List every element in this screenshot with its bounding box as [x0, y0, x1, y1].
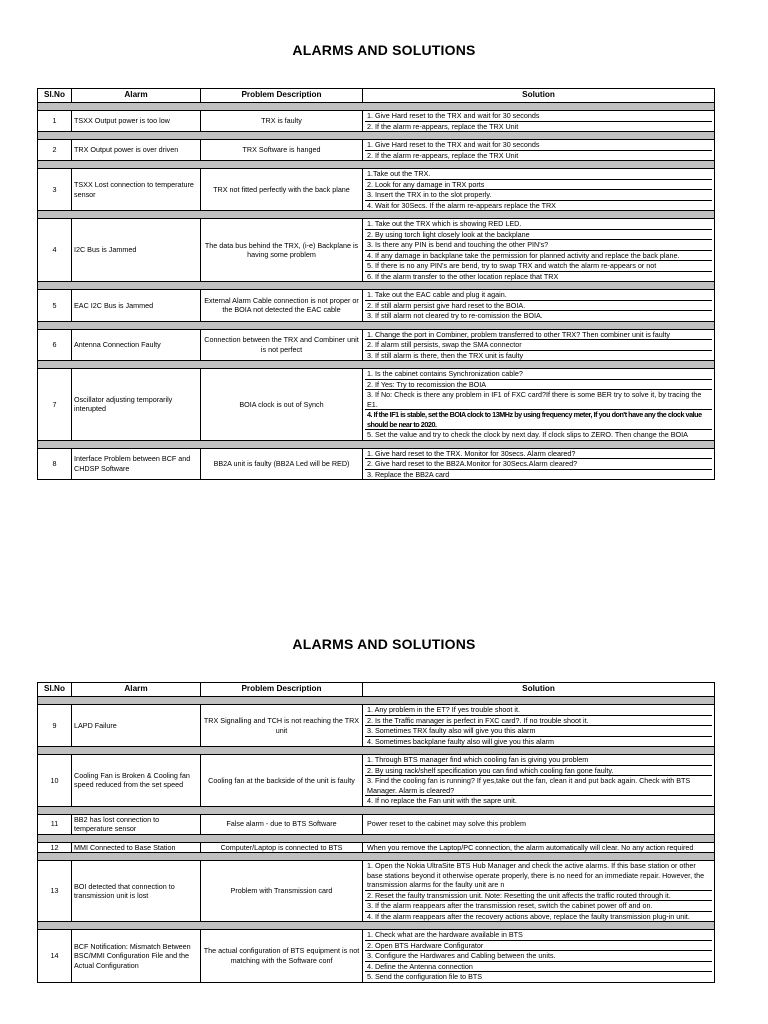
solution-step: 1. Open the Nokia UltraSite BTS Hub Manager and check the active alarms. If this base station or other base stations beyond it otherwise operate properly, there is no need for an immediate repair. However, the transmission alarms for the faulty unit are n — [365, 861, 712, 891]
alarm-cell: BOI detected that connection to transmission unit is lost — [72, 861, 201, 922]
solution-step: Power reset to the cabinet may solve this problem — [367, 819, 526, 829]
solution-step: 3. Find the cooling fan is running? If yes,take out the fan, clean it and put back again. Check with BTS Manager. Alarm is cleared? — [365, 776, 712, 796]
header-problem-description: Problem Description — [201, 683, 363, 697]
separator-cell — [38, 440, 715, 448]
problem-description-cell: Cooling fan at the backside of the unit is faulty — [201, 755, 363, 807]
sl-no-cell: 9 — [38, 705, 72, 747]
table-row — [38, 861, 715, 922]
solution-step: 3. If the alarm reappears after the transmission reset, switch the cabinet power off and on. — [365, 901, 712, 912]
sl-no-cell: 4 — [38, 219, 72, 282]
separator-cell — [38, 361, 715, 369]
header-alarm: Alarm — [72, 683, 201, 697]
table-row — [38, 448, 715, 480]
table-row — [38, 329, 715, 361]
solution-step: 2. If the alarm re-appears, replace the TRX Unit — [367, 150, 519, 160]
solution-cell — [363, 705, 715, 747]
table-row — [38, 140, 715, 161]
sl-no-cell: 6 — [38, 329, 72, 361]
solution-step: 6. If the alarm transfer to the other location replace that TRX — [367, 271, 559, 281]
solution-step: 4. If no replace the Fan unit with the sapre unit. — [367, 796, 517, 805]
problem-description-cell: TRX Software is hanged — [201, 140, 363, 161]
table-row — [38, 814, 715, 834]
solution-step: 3. Configure the Hardwares and Cabling between the units. — [365, 951, 712, 962]
sl-no-cell: 3 — [38, 169, 72, 211]
solution-cell — [363, 111, 715, 132]
header-solution: Solution — [363, 89, 715, 103]
row-separator — [38, 922, 715, 930]
row-separator — [38, 747, 715, 755]
solution-cell — [363, 814, 715, 834]
row-separator — [38, 853, 715, 861]
alarm-cell: Interface Problem between BCF and CHDSP Software — [72, 448, 201, 480]
separator-cell — [38, 806, 715, 814]
solution-step: 5. If there is no any PIN's are bend, try to swap TRX and watch the alarm re-appears or not — [365, 261, 712, 272]
sl-no-cell: 14 — [38, 930, 72, 983]
alarm-cell: TRX Output power is over driven — [72, 140, 201, 161]
solution-step: 1.Take out the TRX. — [365, 169, 712, 180]
solution-step: When you remove the Laptop/PC connection, the alarm automatically will clear. No any action required — [367, 842, 694, 852]
solution-step: 2. Look for any damage in TRX ports — [365, 180, 712, 191]
problem-description-cell: TRX Signalling and TCH is not reaching the TRX unit — [201, 705, 363, 747]
solution-step: 1. Take out the EAC cable and plug it again. — [365, 290, 712, 301]
table-body — [38, 103, 715, 480]
sl-no-cell: 1 — [38, 111, 72, 132]
row-separator — [38, 282, 715, 290]
sl-no-cell: 13 — [38, 861, 72, 922]
problem-description-cell: Problem with Transmission card — [201, 861, 363, 922]
solution-cell — [363, 861, 715, 922]
alarm-cell: TSXX Output power is too low — [72, 111, 201, 132]
solution-step: 2. If alarm still persists, swap the SMA connector — [365, 340, 712, 351]
separator-cell — [38, 132, 715, 140]
sl-no-cell: 5 — [38, 290, 72, 322]
alarm-cell: Cooling Fan is Broken & Cooling fan speed reduced from the set speed — [72, 755, 201, 807]
separator-cell — [38, 282, 715, 290]
problem-description-cell: BB2A unit is faulty (BB2A Led will be RED) — [201, 448, 363, 480]
separator-cell — [38, 697, 715, 705]
solution-step: 2. By using rack/shelf specification you can find which cooling fan gone faulty. — [365, 766, 712, 777]
solution-step: 1. Give hard reset to the TRX. Monitor for 30secs. Alarm cleared? — [365, 449, 712, 460]
sl-no-cell: 8 — [38, 448, 72, 480]
alarm-cell: LAPD Failure — [72, 705, 201, 747]
solution-step: 1. Any problem in the ET? If yes trouble shoot it. — [365, 705, 712, 716]
sl-no-cell: 11 — [38, 814, 72, 834]
solution-step: 3. Sometimes TRX faulty also will give you this alarm — [365, 726, 712, 737]
separator-cell — [38, 211, 715, 219]
sl-no-cell: 7 — [38, 369, 72, 441]
alarm-cell: I2C Bus is Jammed — [72, 219, 201, 282]
sl-no-cell: 12 — [38, 842, 72, 853]
solution-cell — [363, 140, 715, 161]
alarm-cell: BCF Notification: Mismatch Between BSC/MMI Configuration File and the Actual Configuration — [72, 930, 201, 983]
problem-description-cell: BOIA clock is out of Synch — [201, 369, 363, 441]
row-separator — [38, 806, 715, 814]
solution-step: 4. If any damage in backplane take the permission for planned activity and replace the back plane. — [365, 251, 712, 262]
solution-step: 1. Give Hard reset to the TRX and wait for 30 seconds — [365, 140, 712, 151]
solution-step: 3. If still alarm is there, then the TRX unit is faulty — [367, 350, 524, 360]
separator-cell — [38, 922, 715, 930]
solution-step: 4. Sometimes backplane faulty also will give you this alarm — [367, 736, 554, 746]
separator-cell — [38, 834, 715, 842]
solution-step: 3. If still alarm not cleared try to re-comission the BOIA. — [367, 311, 543, 320]
solution-step: 1. Give Hard reset to the TRX and wait for 30 seconds — [365, 111, 712, 122]
sl-no-cell: 2 — [38, 140, 72, 161]
separator-cell — [38, 161, 715, 169]
alarm-cell: Oscillator adjusting temporarily interupted — [72, 369, 201, 441]
alarm-cell: BB2 has lost connection to temperature sensor — [72, 814, 201, 834]
page-title: ALARMS AND SOLUTIONS — [292, 636, 476, 652]
header-solution: Solution — [363, 683, 715, 697]
solution-step: 2. If still alarm persist give hard reset to the BOIA. — [365, 301, 712, 312]
problem-description-cell: TRX is faulty — [201, 111, 363, 132]
solution-step: 2. If Yes: Try to recomission the BOIA — [365, 380, 712, 391]
solution-step: 4. If the alarm reappears after the recovery actions above, replace the faulty transmission plug-in unit. — [367, 911, 690, 921]
solution-step: 5. Send the configuration file to BTS — [367, 972, 483, 981]
table-body — [38, 697, 715, 983]
solution-cell — [363, 369, 715, 441]
header-sl-no: Sl.No — [38, 89, 72, 103]
header-sl-no: Sl.No — [38, 683, 72, 697]
problem-description-cell: The actual configuration of BTS equipment is not matching with the Software conf — [201, 930, 363, 983]
row-separator — [38, 440, 715, 448]
solution-step: 3. Insert the TRX in to the slot properly. — [365, 190, 712, 201]
row-separator — [38, 161, 715, 169]
table-row — [38, 219, 715, 282]
alarm-cell: TSXX Lost connection to temperature sensor — [72, 169, 201, 211]
solution-cell — [363, 169, 715, 211]
solution-step: 4. Define the Antenna connection — [365, 962, 712, 973]
problem-description-cell: The data bus behind the TRX, (i-e) Backplane is having some problem — [201, 219, 363, 282]
solution-step: 2. Reset the faulty transmission unit. Note: Resetting the unit affects the traffic routed through it. — [365, 891, 712, 902]
table-row — [38, 290, 715, 322]
table-row — [38, 705, 715, 747]
solution-step: 2. If the alarm re-appears, replace the TRX Unit — [367, 121, 519, 131]
solution-step: 3. If No: Check is there any problem in IF1 of FXC card?If there is some BER try to solve it, by tracing the E1. — [365, 390, 712, 410]
solution-cell — [363, 842, 715, 853]
problem-description-cell: Computer/Laptop is connected to BTS — [201, 842, 363, 853]
solution-step: 2. Is the Traffic manager is perfect in FXC card?. If no trouble shoot it. — [365, 716, 712, 727]
alarm-cell: EAC I2C Bus is Jammed — [72, 290, 201, 322]
table-row — [38, 755, 715, 807]
problem-description-cell: Connection between the TRX and Combiner unit is not perfect — [201, 329, 363, 361]
header-alarm: Alarm — [72, 89, 201, 103]
solution-step: 2. By using torch light closely look at the backplane — [365, 230, 712, 241]
row-separator — [38, 361, 715, 369]
solution-step: 5. Set the value and try to check the clock by next day. If clock slips to ZERO. Then change the BOIA — [367, 430, 688, 439]
alarms-table-1 — [37, 88, 715, 480]
solution-step: 2. Give hard reset to the BB2A.Monitor for 30Secs.Alarm cleared? — [365, 459, 712, 470]
separator-cell — [38, 321, 715, 329]
sl-no-cell: 10 — [38, 755, 72, 807]
table-row — [38, 111, 715, 132]
row-separator — [38, 697, 715, 705]
solution-step: 3. Replace the BB2A card — [367, 469, 450, 479]
separator-cell — [38, 853, 715, 861]
solution-cell — [363, 930, 715, 983]
table-row — [38, 369, 715, 441]
header-problem-description: Problem Description — [201, 89, 363, 103]
solution-cell — [363, 329, 715, 361]
page-title: ALARMS AND SOLUTIONS — [292, 42, 476, 58]
table-row — [38, 169, 715, 211]
solution-step: 1. Through BTS manager find which cooling fan is giving you problem — [365, 755, 712, 766]
row-separator — [38, 103, 715, 111]
solution-step: 3. Is there any PIN is bend and touching the other PIN's? — [365, 240, 712, 251]
solution-cell — [363, 290, 715, 322]
separator-cell — [38, 103, 715, 111]
solution-step: 4. If the IF1 is stable, set the BOIA clock to 13MHz by using frequency meter, If you don't have any the clock value should be near to 2020. — [365, 410, 712, 430]
row-separator — [38, 132, 715, 140]
table-row — [38, 842, 715, 853]
problem-description-cell: TRX not fitted perfectly with the back plane — [201, 169, 363, 211]
solution-step: 1. Check what are the hardware available in BTS — [365, 930, 712, 941]
alarm-cell: Antenna Connection Faulty — [72, 329, 201, 361]
problem-description-cell: External Alarm Cable connection is not proper or the BOIA not detected the EAC cable — [201, 290, 363, 322]
problem-description-cell: False alarm - due to BTS Software — [201, 814, 363, 834]
alarms-table-2 — [37, 682, 715, 983]
row-separator — [38, 834, 715, 842]
solution-step: 2. Open BTS Hardware Configurator — [365, 941, 712, 952]
table-row — [38, 930, 715, 983]
solution-cell — [363, 755, 715, 807]
solution-step: 1. Is the cabinet contains Synchronization cable? — [365, 369, 712, 380]
separator-cell — [38, 747, 715, 755]
alarm-cell: MMI Connected to Base Station — [72, 842, 201, 853]
solution-cell — [363, 448, 715, 480]
solution-step: 4. Wait for 30Secs. If the alarm re-appears replace the TRX — [367, 200, 556, 210]
row-separator — [38, 321, 715, 329]
solution-step: 1. Take out the TRX which is showing RED LED. — [365, 219, 712, 230]
solution-cell — [363, 219, 715, 282]
solution-step: 1. Change the port in Combiner, problem transferred to other TRX? Then combiner unit is faulty — [365, 330, 712, 341]
row-separator — [38, 211, 715, 219]
